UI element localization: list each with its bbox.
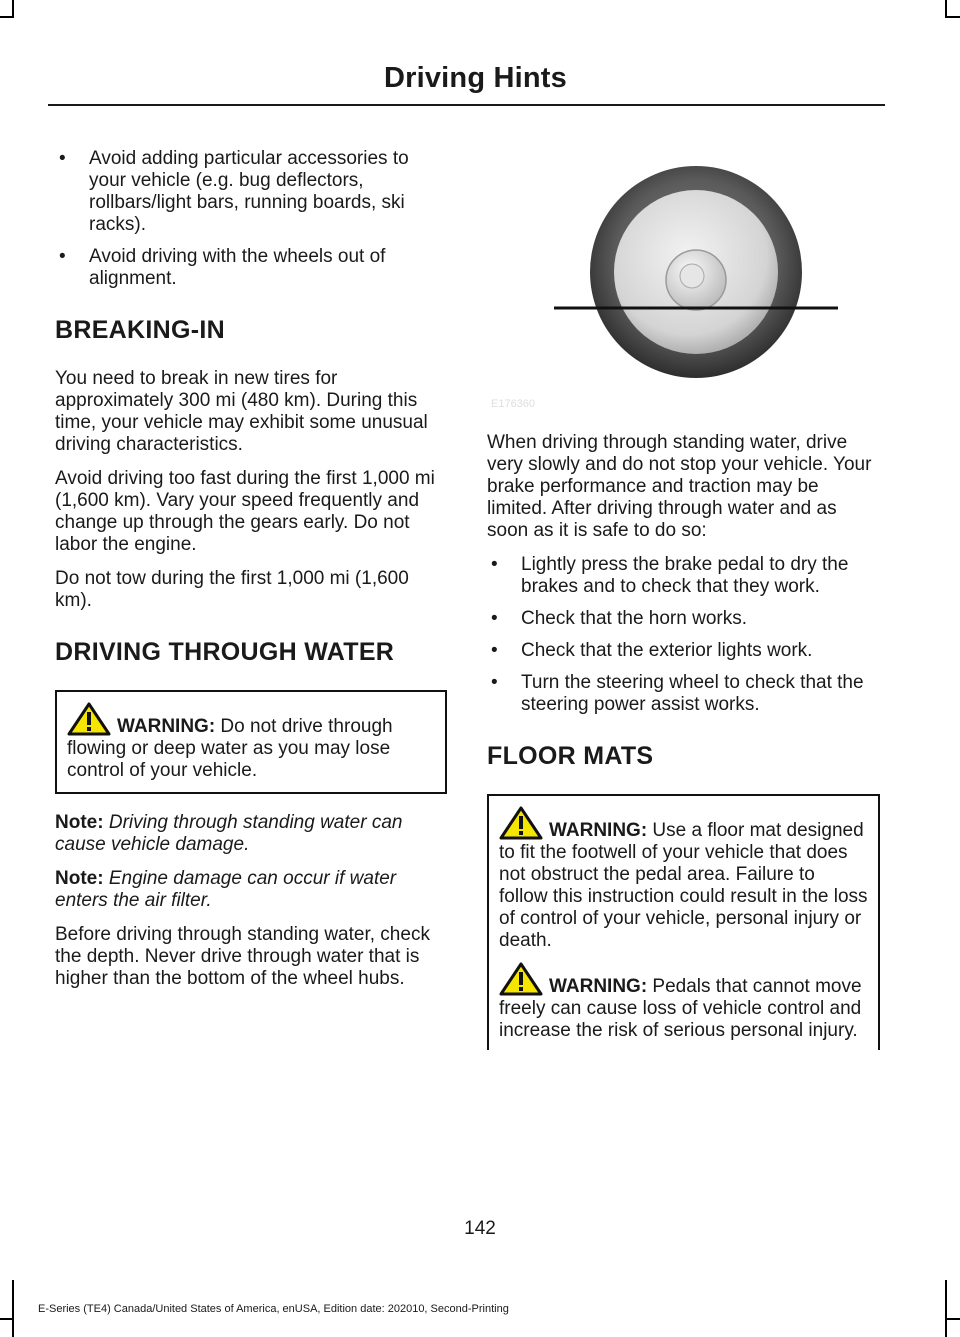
right-column: [487, 432, 880, 1068]
paragraph: Before driving through standing water, check the depth. Never drive through water that is higher than the bottom of the wheel hubs.: [55, 924, 430, 989]
note: [55, 812, 447, 856]
note: [55, 868, 447, 912]
warning-item: [499, 976, 868, 1042]
warning-label: WARNING:: [117, 716, 216, 737]
crop-mark: [945, 1280, 947, 1337]
list-item: • Avoid driving with the wheels out of alignment.: [55, 246, 447, 290]
warning-label: WARNING:: [549, 820, 648, 841]
list-item: • Avoid adding particular accessories to your vehicle (e.g. bug deflectors, rollbars/light bars, running boards, ski racks).: [55, 148, 447, 236]
paragraph: When driving through standing water, drive very slowly and do not stop your vehicle. Your brake performance and traction may be limited. After driving through water and as soon as it is safe to do so:: [487, 432, 872, 541]
note-label: Note:: [55, 868, 104, 889]
left-column: [55, 148, 447, 1002]
header-divider: [48, 104, 885, 106]
warning-triangle-icon: [499, 962, 543, 996]
crop-mark: [0, 16, 14, 18]
crop-mark: [945, 1318, 960, 1320]
section-heading-breaking-in: BREAKING-IN: [55, 316, 225, 344]
crop-mark: [945, 16, 960, 18]
warning-box: [487, 794, 880, 1050]
list-item: • Check that the horn works.: [487, 608, 880, 630]
crop-mark: [12, 1280, 14, 1337]
crop-mark: [0, 1318, 14, 1320]
list-item: • Turn the steering wheel to check that the steering power assist works.: [487, 672, 880, 716]
warning-box: [55, 690, 447, 794]
warning-item: [499, 820, 868, 952]
warning-text: Pedals that cannot move freely can cause loss of vehicle control and increase the risk of serious personal injury.: [499, 976, 862, 1041]
warning-triangle-icon: [499, 806, 543, 840]
list-item: • Check that the exterior lights work.: [487, 640, 880, 662]
note-text: Engine damage can occur if water enters the air filter.: [55, 868, 397, 911]
hub-cap-shape: [680, 264, 704, 288]
footer-edition: E-Series (TE4) Canada/United States of America, enUSA, Edition date: 202010, Second-Printing: [38, 1303, 509, 1315]
section-heading-floor-mats: FLOOR MATS: [487, 742, 654, 770]
paragraph: You need to break in new tires for approximately 300 mi (480 km). During this time, your vehicle may exhibit some unusual driving characteristics.: [55, 368, 428, 455]
wheel-illustration: [486, 150, 880, 418]
wheel-water-depth-illustration: [486, 150, 880, 418]
page-title: Driving Hints: [383, 62, 567, 94]
section-heading-driving-through-water: DRIVING THROUGH WATER: [55, 638, 395, 666]
figure-code: E176360: [491, 398, 536, 410]
warning-text: Do not drive through flowing or deep water as you may lose control of your vehicle.: [67, 716, 393, 781]
warning-triangle-icon: [67, 702, 111, 736]
warning-label: WARNING:: [549, 976, 648, 997]
warning-text: Use a floor mat designed to fit the footwell of your vehicle that does not obstruct the pedal area. Failure to follow this instruction could result in the loss of control of your vehicle, personal injury or death.: [499, 820, 868, 951]
page-number: 142: [464, 1218, 496, 1239]
note-text: Driving through standing water can cause vehicle damage.: [55, 812, 403, 855]
list-item: • Lightly press the brake pedal to dry the brakes and to check that they work.: [487, 554, 880, 598]
paragraph: Do not tow during the first 1,000 mi (1,600 km).: [55, 568, 409, 611]
warning-item: [67, 716, 435, 782]
note-label: Note:: [55, 812, 104, 833]
paragraph: Avoid driving too fast during the first 1,000 mi (1,600 km). Vary your speed frequently and change up through the gears early. Do not labor the engine.: [55, 468, 435, 555]
